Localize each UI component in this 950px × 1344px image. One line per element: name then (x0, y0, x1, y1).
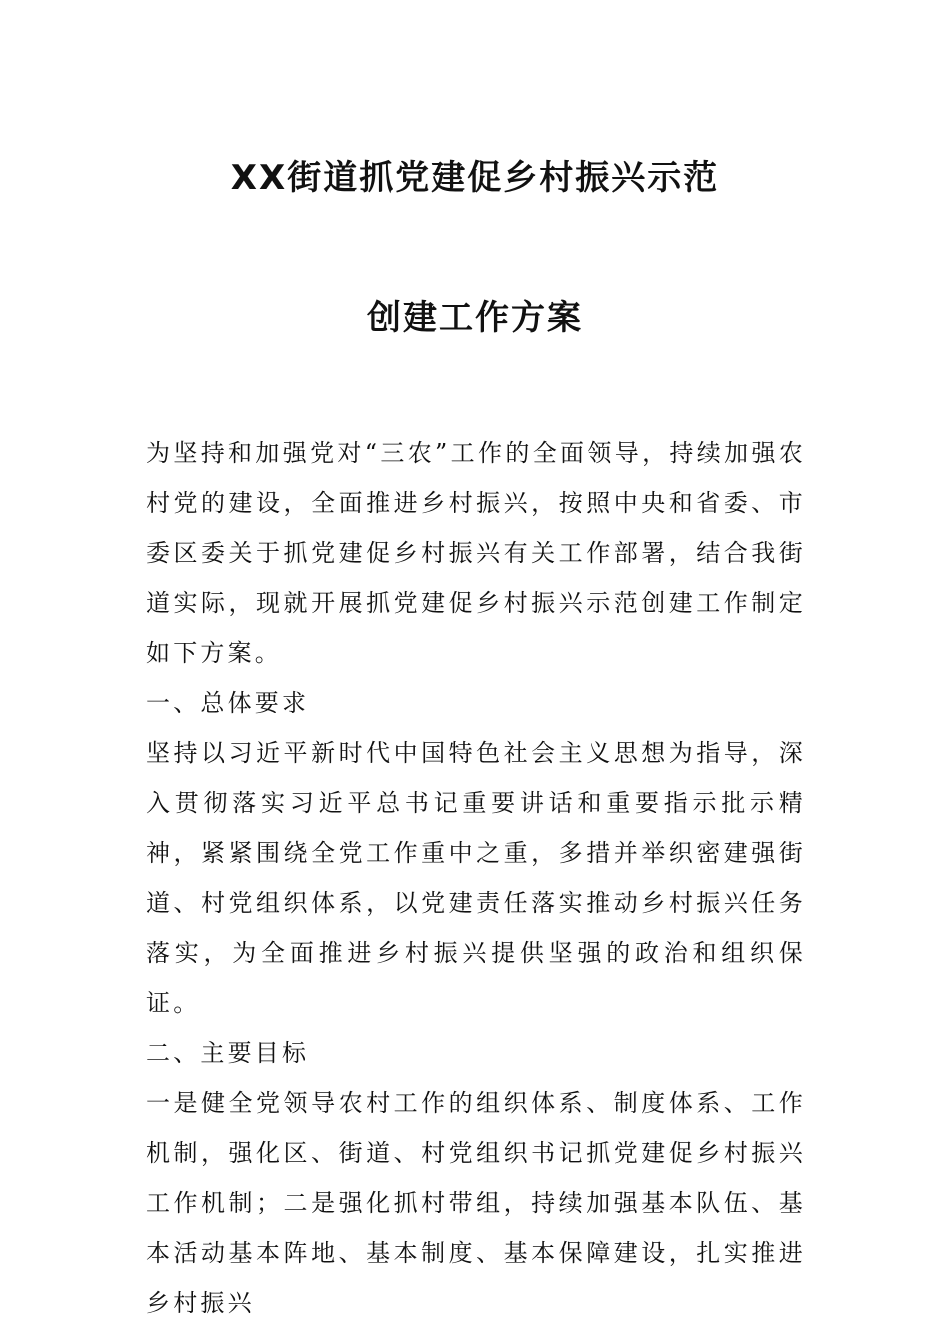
intro-paragraph: 为坚持和加强党对“三农”工作的全面领导，持续加强农村党的建设，全面推进乡村振兴，按照中央和省委、市委区委关于抓党建促乡村振兴有关工作部署，结合我街道实际，现就开展抓党建促乡村振兴示范创建工作制定如下方案。 (146, 439, 806, 667)
document-body (146, 428, 806, 1328)
section-heading-general-requirements: 一、总体要求 (146, 689, 310, 717)
document-title-line-1: XX街道抓党建促乡村振兴示范 (230, 158, 720, 198)
main-goals-paragraph: 一是健全党领导农村工作的组织体系、制度体系、工作机制，强化区、街道、村党组织书记抓党建促乡村振兴工作机制；二是强化抓村带组，持续加强基本队伍、基本活动基本阵地、基本制度、基本保障建设，扎实推进乡村振兴 (146, 1089, 806, 1317)
document-title-line-2: 创建工作方案 (367, 298, 583, 338)
section-heading-main-goals: 二、主要目标 (146, 1039, 310, 1067)
general-requirements-paragraph: 坚持以习近平新时代中国特色社会主义思想为指导，深入贯彻落实习近平总书记重要讲话和重要指示批示精神，紧紧围绕全党工作重中之重，多措并举织密建强街道、村党组织体系，以党建责任落实推动乡村振兴任务落实，为全面推进乡村振兴提供坚强的政治和组织保证。 (146, 739, 806, 1017)
